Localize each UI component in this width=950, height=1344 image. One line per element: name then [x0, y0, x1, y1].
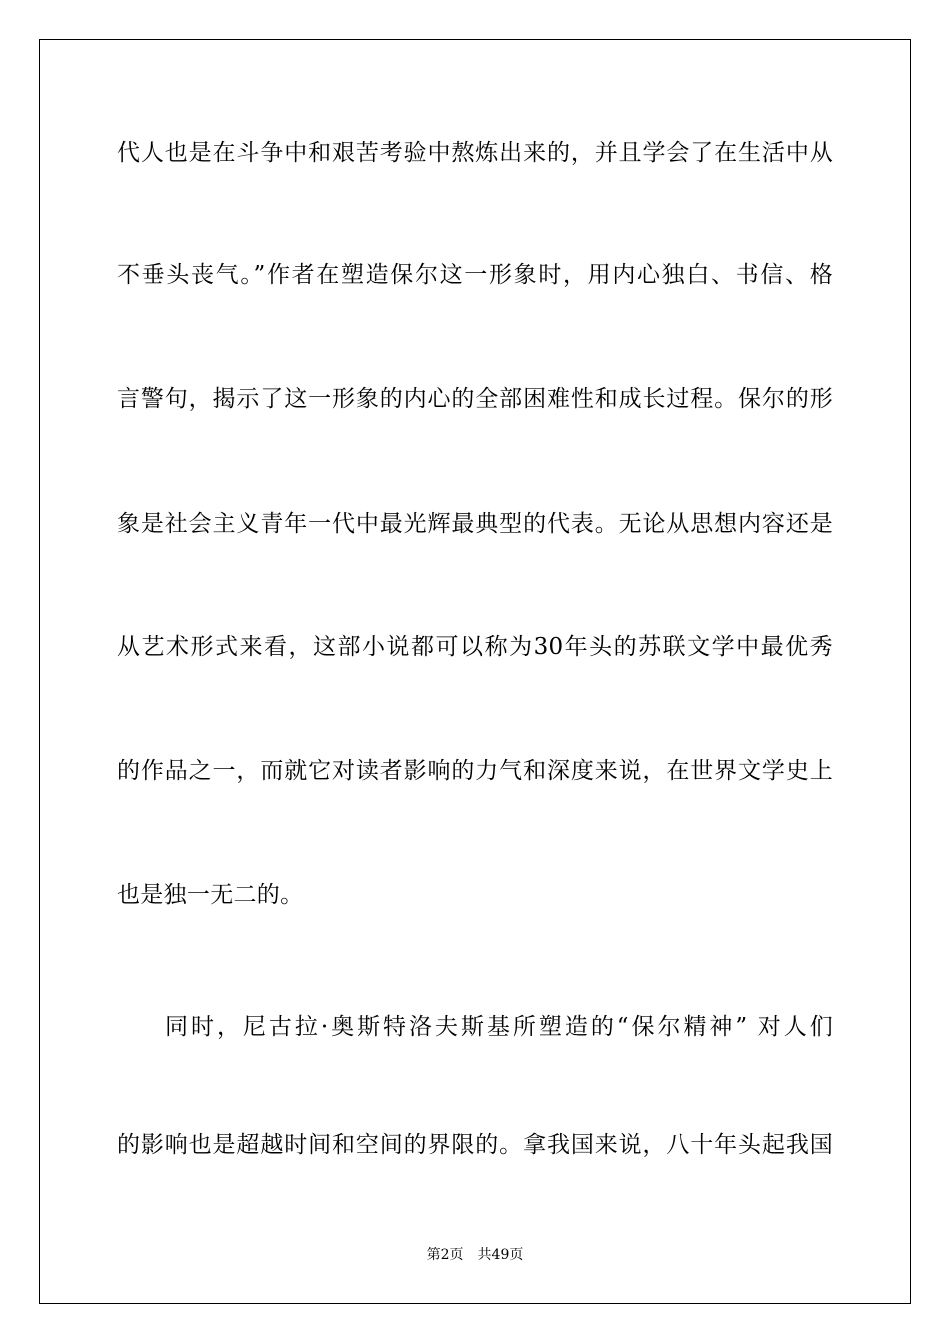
text-line: 代人也是在斗争中和艰苦考验中熬炼出来的，并且学会了在生活中从 — [117, 140, 833, 166]
page-border — [39, 39, 911, 1304]
paragraph-first-line: 同时，尼古拉·奥斯特洛夫斯基所塑造的“保尔精神” 对人们 — [165, 1014, 833, 1040]
text-line: 从艺术形式来看，这部小说都可以称为30年头的苏联文学中最优秀 — [117, 634, 833, 660]
text-line: 不垂头丧气。”作者在塑造保尔这一形象时，用内心独白、书信、格 — [117, 262, 833, 288]
text-line: 的影响也是超越时间和空间的界限的。拿我国来说，八十年头起我国 — [117, 1132, 833, 1158]
text-line: 象是社会主义青年一代中最光辉最典型的代表。无论从思想内容还是 — [117, 511, 833, 537]
text-line: 言警句，揭示了这一形象的内心的全部困难性和成长过程。保尔的形 — [117, 386, 833, 412]
text-line: 也是独一无二的。 — [117, 882, 304, 908]
text-line: 的作品之一，而就它对读者影响的力气和深度来说，在世界文学史上 — [117, 758, 833, 784]
page-number-footer: 第2页 共49页 — [426, 1247, 524, 1263]
